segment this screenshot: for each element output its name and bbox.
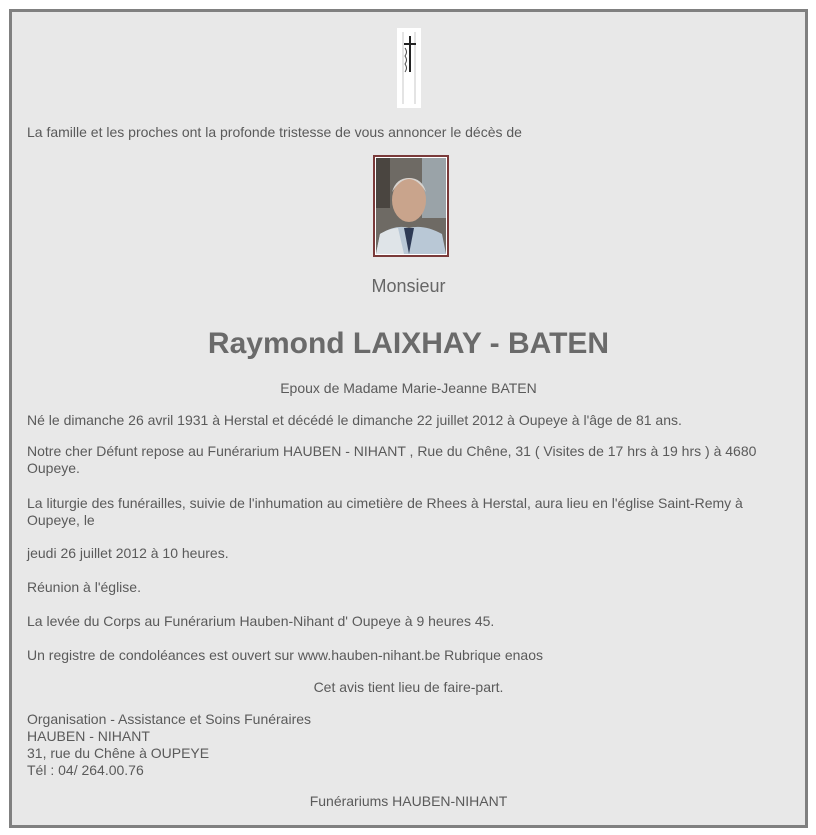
cross-icon <box>397 28 421 108</box>
liturgy-text: La liturgie des funérailles, suivie de l'inhumation au cimetière de Rhees à Herstal, aura lieu en l'église Saint-Remy à Oupeye, le <box>27 495 743 528</box>
reunion-text: Réunion à l'église. <box>27 579 141 595</box>
deceased-name: Raymond LAIXHAY - BATEN <box>207 327 610 360</box>
spouse-line: Epoux de Madame Marie-Jeanne BATEN <box>280 380 537 396</box>
organisation-block <box>27 711 787 779</box>
registre-text: Un registre de condoléances est ouvert sur www.hauben-nihant.be Rubrique enaos <box>27 647 543 663</box>
faire-part-text: Cet avis tient lieu de faire-part. <box>313 679 504 695</box>
portrait-image <box>376 158 446 254</box>
intro-text: La famille et les proches ont la profonde tristesse de vous annoncer le décès de <box>27 124 522 140</box>
repose-text: Notre cher Défunt repose au Funérarium HAUBEN - NIHANT , Rue du Chêne, 31 ( Visites de 17 hrs à 19 hrs ) à 4680 Oupeye. <box>27 443 757 476</box>
cross-emblem <box>397 28 421 108</box>
organisation-address: 31, rue du Chêne à OUPEYE <box>27 745 210 761</box>
footer-text: Funérariums HAUBEN-NIHANT <box>309 793 508 809</box>
organisation-phone: Tél : 04/ 264.00.76 <box>27 762 144 778</box>
organisation-line: Organisation - Assistance et Soins Funéraires <box>27 711 312 727</box>
honorific: Monsieur <box>371 276 446 296</box>
portrait-photo <box>373 155 449 257</box>
organisation-line: HAUBEN - NIHANT <box>27 728 150 744</box>
obituary-card <box>9 9 808 828</box>
funeral-date: jeudi 26 juillet 2012 à 10 heures. <box>27 545 229 561</box>
levee-text: La levée du Corps au Funérarium Hauben-Nihant d' Oupeye à 9 heures 45. <box>27 613 495 629</box>
birth-death-text: Né le dimanche 26 avril 1931 à Herstal et décédé le dimanche 22 juillet 2012 à Oupeye à l'âge de 81 ans. <box>27 412 682 428</box>
